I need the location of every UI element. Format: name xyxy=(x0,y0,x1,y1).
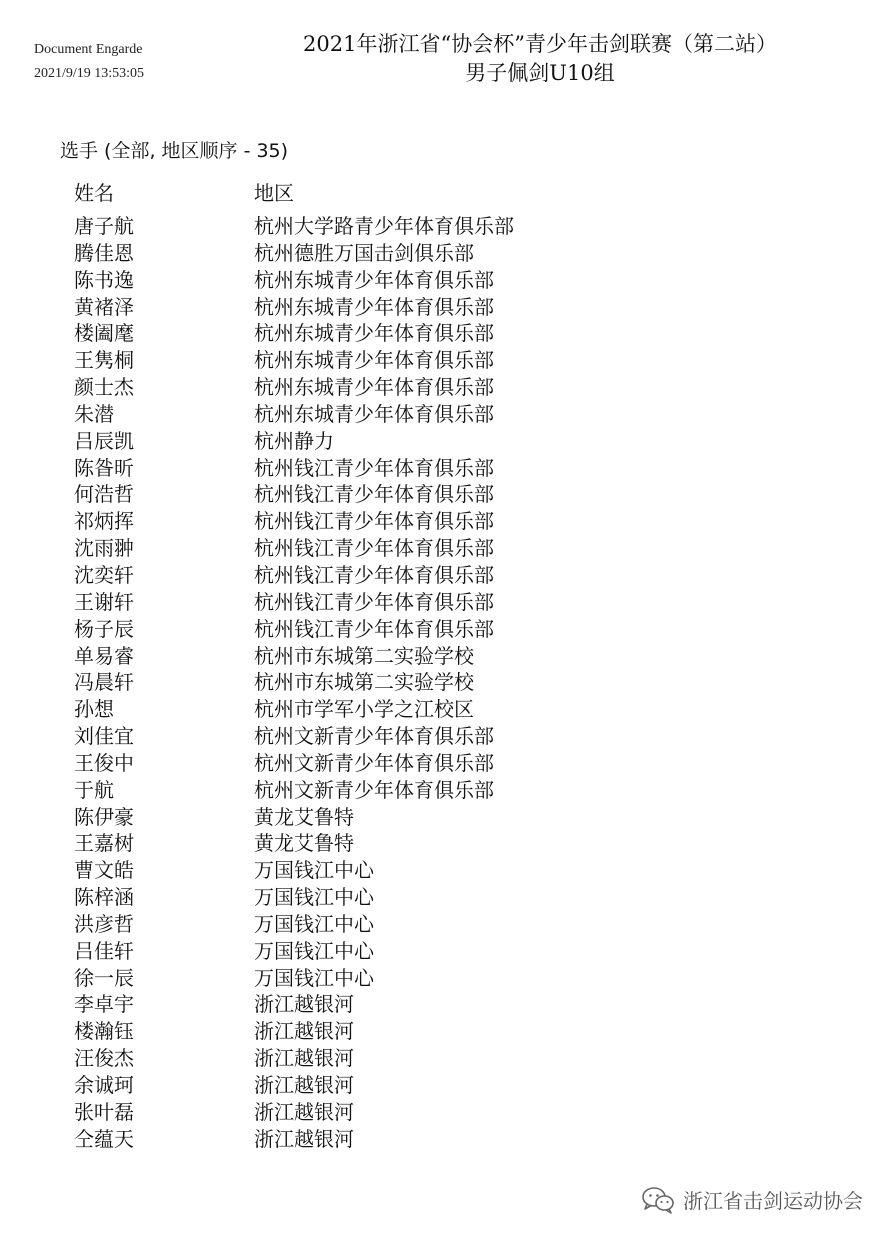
fencer-region: 万国钱江中心 xyxy=(254,911,374,936)
fencer-region: 万国钱江中心 xyxy=(254,938,374,963)
fencer-region: 杭州静力 xyxy=(254,428,334,453)
watermark-text: 浙江省击剑运动协会 xyxy=(683,1189,863,1213)
table-row xyxy=(0,1072,891,1099)
table-row xyxy=(0,589,891,616)
fencer-region: 黄龙艾鲁特 xyxy=(254,804,354,829)
fencer-region: 浙江越银河 xyxy=(254,1046,354,1071)
fencer-region: 杭州东城青少年体育俱乐部 xyxy=(254,321,494,346)
table-row xyxy=(0,616,891,643)
fencer-region: 浙江越银河 xyxy=(254,1099,354,1124)
table-row xyxy=(0,562,891,589)
fencer-name: 王谢轩 xyxy=(74,589,134,614)
table-row xyxy=(0,857,891,884)
print-timestamp: 2021/9/19 13:53:05 xyxy=(34,66,145,81)
fencer-name: 徐一辰 xyxy=(74,965,134,990)
fencer-region: 杭州东城青少年体育俱乐部 xyxy=(254,267,494,292)
software-name: Document Engarde xyxy=(34,42,143,57)
fencer-name: 沈雨翀 xyxy=(74,536,134,561)
table-row xyxy=(0,1126,891,1153)
fencer-region: 杭州钱江青少年体育俱乐部 xyxy=(254,589,494,614)
fencer-region: 浙江越银河 xyxy=(254,1073,354,1097)
table-row xyxy=(0,1099,891,1126)
table-row xyxy=(0,750,891,777)
fencer-name: 单易睿 xyxy=(74,643,134,668)
document-meta xyxy=(34,38,144,86)
fencer-region: 杭州钱江青少年体育俱乐部 xyxy=(254,616,494,641)
fencer-region: 杭州大学路青少年体育俱乐部 xyxy=(254,214,514,238)
table-row xyxy=(0,696,891,723)
table-row xyxy=(0,320,891,347)
table-row xyxy=(0,428,891,455)
fencer-name: 黄褚泽 xyxy=(74,294,134,319)
fencer-name: 陈梓涵 xyxy=(74,885,134,910)
table-row xyxy=(0,669,891,696)
column-header-region: 地区 xyxy=(254,181,294,205)
table-row xyxy=(0,267,891,294)
fencer-name: 楼阖麾 xyxy=(74,321,134,346)
table-row xyxy=(0,401,891,428)
fencer-region: 杭州市东城第二实验学校 xyxy=(254,670,474,695)
page-subtitle: 男子佩剑U10组 xyxy=(465,61,615,85)
page-title: 2021年浙江省“协会杯”青少年击剑联赛（第二站） xyxy=(303,32,777,56)
fencer-name: 陈书逸 xyxy=(74,267,134,292)
list-heading: 选手 (全部, 地区顺序 - 35) xyxy=(60,140,289,162)
fencer-region: 杭州文新青少年体育俱乐部 xyxy=(254,724,494,749)
document-header xyxy=(200,30,880,88)
table-row xyxy=(0,991,891,1018)
fencer-name: 刘佳宜 xyxy=(74,724,134,749)
column-header-name: 姓名 xyxy=(74,181,114,205)
fencer-name: 颜士杰 xyxy=(74,375,134,400)
fencer-name: 王嘉树 xyxy=(74,831,134,856)
fencer-region: 浙江越银河 xyxy=(254,1019,354,1044)
fencer-region: 浙江越银河 xyxy=(254,1126,354,1151)
fencer-name: 张叶磊 xyxy=(74,1099,134,1124)
table-row xyxy=(0,213,891,240)
fencer-region: 黄龙艾鲁特 xyxy=(254,831,354,856)
fencer-region: 万国钱江中心 xyxy=(254,858,374,883)
fencer-region: 杭州德胜万国击剑俱乐部 xyxy=(254,240,474,265)
table-row xyxy=(0,508,891,535)
fencer-name: 吕佳轩 xyxy=(74,938,134,963)
table-row xyxy=(0,535,891,562)
table-row xyxy=(0,884,891,911)
fencer-region: 杭州市学军小学之江校区 xyxy=(254,697,474,722)
fencer-name: 仝蕴天 xyxy=(74,1126,134,1151)
fencer-name: 余诚珂 xyxy=(74,1073,134,1097)
fencer-list xyxy=(0,213,891,1153)
fencer-region: 万国钱江中心 xyxy=(254,885,374,910)
fencer-region: 杭州东城青少年体育俱乐部 xyxy=(254,401,494,426)
table-row xyxy=(0,1018,891,1045)
fencer-name: 沈奕轩 xyxy=(74,562,134,587)
fencer-region: 杭州钱江青少年体育俱乐部 xyxy=(254,536,494,561)
table-row xyxy=(0,347,891,374)
fencer-name: 朱潜 xyxy=(74,401,114,426)
table-row xyxy=(0,911,891,938)
fencer-region: 杭州钱江青少年体育俱乐部 xyxy=(254,509,494,534)
table-row xyxy=(0,240,891,267)
fencer-name: 何浩哲 xyxy=(74,482,134,507)
fencer-name: 吕辰凯 xyxy=(74,428,134,453)
fencer-region: 杭州东城青少年体育俱乐部 xyxy=(254,375,494,400)
table-row xyxy=(0,481,891,508)
fencer-region: 杭州东城青少年体育俱乐部 xyxy=(254,348,494,373)
table-row xyxy=(0,1045,891,1072)
fencer-name: 祁炳挥 xyxy=(74,509,134,534)
table-row xyxy=(0,643,891,670)
fencer-name: 王隽桐 xyxy=(74,348,134,373)
fencer-region: 杭州钱江青少年体育俱乐部 xyxy=(254,455,494,480)
table-row xyxy=(0,723,891,750)
fencer-name: 于航 xyxy=(74,777,114,802)
fencer-region: 杭州市东城第二实验学校 xyxy=(254,643,474,668)
fencer-region: 万国钱江中心 xyxy=(254,965,374,990)
fencer-name: 杨子辰 xyxy=(74,616,134,641)
table-row xyxy=(0,965,891,992)
fencer-name: 陈伊豪 xyxy=(74,804,134,829)
fencer-region: 杭州东城青少年体育俱乐部 xyxy=(254,294,494,319)
table-row xyxy=(0,830,891,857)
table-row xyxy=(0,938,891,965)
fencer-name: 王俊中 xyxy=(74,750,134,775)
fencer-name: 曹文皓 xyxy=(74,858,134,883)
fencer-region: 杭州钱江青少年体育俱乐部 xyxy=(254,482,494,507)
fencer-region: 杭州文新青少年体育俱乐部 xyxy=(254,777,494,802)
wechat-icon xyxy=(641,1186,675,1214)
table-row xyxy=(0,804,891,831)
fencer-region: 浙江越银河 xyxy=(254,992,354,1017)
watermark xyxy=(641,1185,863,1214)
fencer-name: 陈昝昕 xyxy=(74,455,134,480)
fencer-name: 腾佳恩 xyxy=(74,240,134,265)
fencer-name: 洪彦哲 xyxy=(74,911,134,936)
table-row xyxy=(0,777,891,804)
fencer-region: 杭州钱江青少年体育俱乐部 xyxy=(254,562,494,587)
table-row xyxy=(0,294,891,321)
table-row xyxy=(0,455,891,482)
fencer-name: 汪俊杰 xyxy=(74,1046,134,1071)
fencer-name: 唐子航 xyxy=(74,214,134,238)
fencer-name: 孙想 xyxy=(74,697,114,722)
fencer-name: 李卓宇 xyxy=(74,992,134,1017)
fencer-name: 冯晨轩 xyxy=(74,670,134,695)
fencer-name: 楼瀚钰 xyxy=(74,1019,134,1044)
table-row xyxy=(0,374,891,401)
fencer-region: 杭州文新青少年体育俱乐部 xyxy=(254,750,494,775)
